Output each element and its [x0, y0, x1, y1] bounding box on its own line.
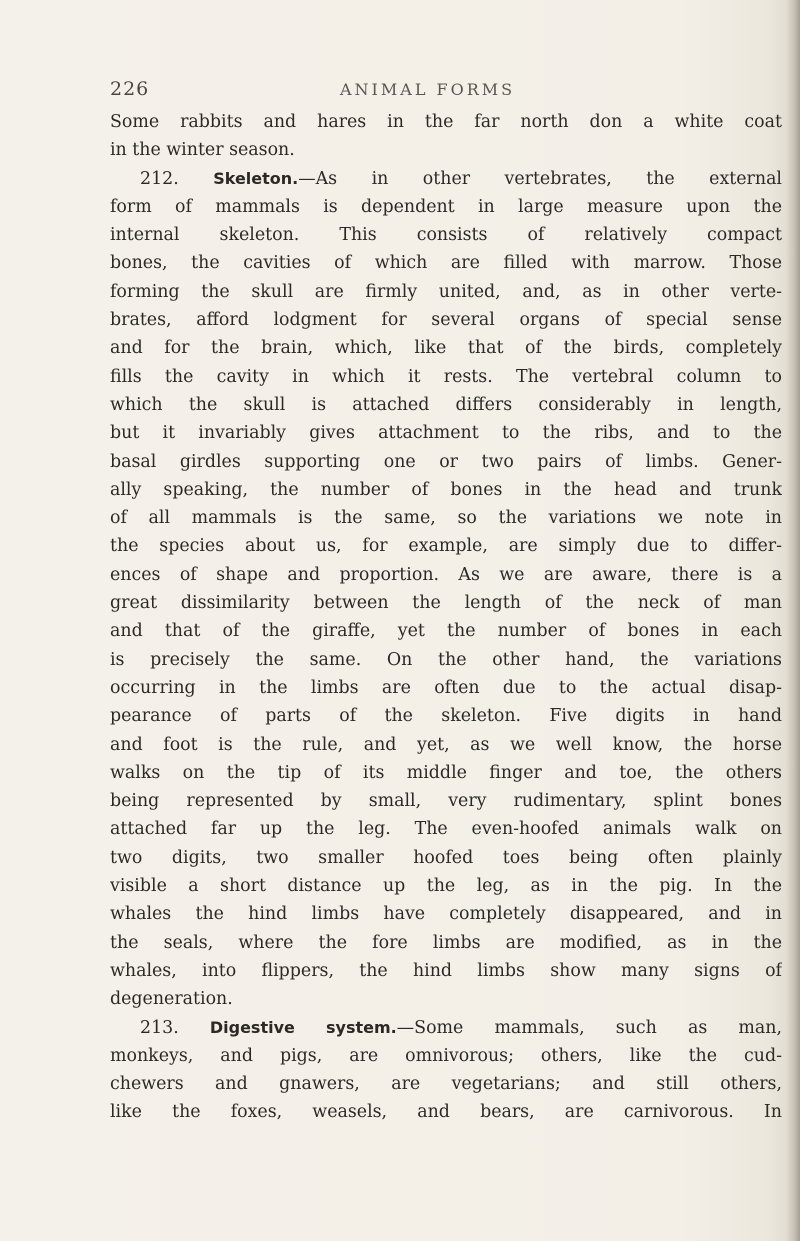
text-line: whales, into flippers, the hind limbs show many signs of	[110, 960, 782, 981]
text-line: internal skeleton. This consists of relatively compact	[110, 225, 782, 246]
page-number: 226	[110, 78, 150, 100]
text-line: the species about us, for example, are simply due to differ-	[110, 536, 782, 557]
section-212-first-line	[110, 165, 782, 193]
section-213-first-line	[110, 1014, 782, 1042]
text-line: forming the skull are firmly united, and, as in other verte-	[110, 281, 782, 302]
text-line: form of mammals is dependent in large measure upon the	[110, 196, 782, 217]
text-line: ally speaking, the number of bones in the head and trunk	[110, 479, 782, 500]
text-line: and for the brain, which, like that of the birds, completely	[110, 338, 782, 359]
section-heading: Skeleton.	[213, 168, 299, 188]
text-line: ences of shape and proportion. As we are aware, there is a	[110, 564, 782, 585]
text-line: attached far up the leg. The even-hoofed animals walk on	[110, 819, 782, 840]
text-line: fills the cavity in which it rests. The vertebral column to	[110, 366, 782, 387]
section-first-line-text: —Some mammals, such as man,	[396, 1017, 782, 1038]
text-line: and foot is the rule, and yet, as we well know, the horse	[110, 734, 782, 755]
section-first-line-text: —As in other vertebrates, the external	[298, 168, 782, 189]
text-line: and that of the giraffe, yet the number of bones in each	[110, 621, 782, 642]
body-text	[110, 108, 782, 1127]
text-line: which the skull is attached differs considerably in length,	[110, 394, 782, 415]
text-line: occurring in the limbs are often due to the actual disap-	[110, 677, 782, 698]
text-line: whales the hind limbs have completely disappeared, and in	[110, 904, 782, 925]
text-line: basal girdles supporting one or two pairs of limbs. Gener-	[110, 451, 782, 472]
text-line: is precisely the same. On the other hand, the variations	[110, 649, 782, 670]
section-number: 212.	[140, 168, 179, 189]
text-line: bones, the cavities of which are filled with marrow. Those	[110, 253, 782, 274]
text-line: brates, afford lodgment for several organs of special sense	[110, 310, 782, 331]
text-line: degeneration.	[110, 989, 233, 1010]
page-header	[110, 78, 770, 108]
text-line: walks on the tip of its middle finger and toe, the others	[110, 762, 782, 783]
text-line: of all mammals is the same, so the variations we note in	[110, 508, 782, 529]
text-line: two digits, two smaller hoofed toes being often plainly	[110, 847, 782, 868]
text-line: chewers and gnawers, are vegetarians; and still others,	[110, 1074, 782, 1095]
text-line: like the foxes, weasels, and bears, are carnivorous. In	[110, 1102, 782, 1123]
text-line: in the winter season.	[110, 140, 295, 161]
text-line: being represented by small, very rudimentary, splint bones	[110, 791, 782, 812]
text-line: but it invariably gives attachment to the ribs, and to the	[110, 423, 782, 444]
text-line: the seals, where the fore limbs are modified, as in the	[110, 932, 782, 953]
page-edge-shadow	[786, 0, 800, 1241]
text-line: pearance of parts of the skeleton. Five digits in hand	[110, 706, 782, 727]
section-heading: Digestive system.	[209, 1017, 397, 1037]
text-line: great dissimilarity between the length of the neck of man	[110, 593, 782, 614]
running-head: ANIMAL FORMS	[340, 80, 516, 99]
text-line: visible a short distance up the leg, as in the pig. In the	[110, 876, 782, 897]
text-line: monkeys, and pigs, are omnivorous; others, like the cud-	[110, 1045, 782, 1066]
text-line: Some rabbits and hares in the far north don a white coat	[110, 112, 782, 132]
section-number: 213.	[140, 1017, 179, 1038]
